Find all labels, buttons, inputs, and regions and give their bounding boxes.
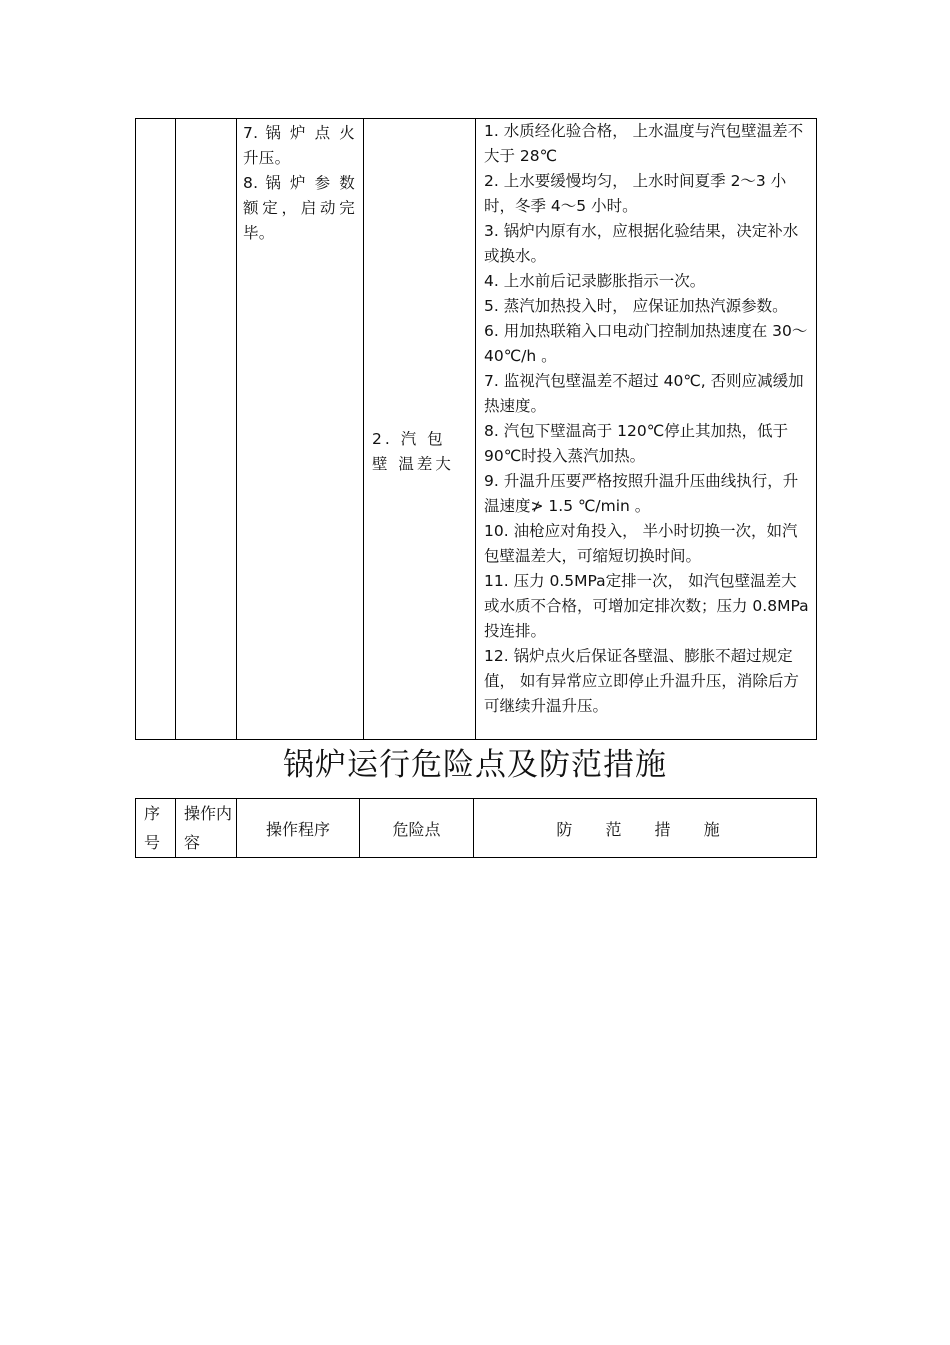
measure-item: 1. 水质经化验合格， 上水温度与汽包壁温差不大于 28℃ bbox=[484, 122, 804, 165]
table-row bbox=[136, 119, 817, 740]
seq-cell bbox=[136, 119, 176, 740]
measure-item: 6. 用加热联箱入口电动门控制加热速度在 30～40℃/h 。 bbox=[484, 322, 808, 365]
measure-item: 11. 压力 0.5MPa定排一次， 如汽包壁温差大或水质不合格，可增加定排次数；压力 0.8MPa投连排。 bbox=[484, 572, 809, 640]
header-measures: 防 范 措 施 bbox=[474, 799, 817, 858]
header-row bbox=[136, 799, 817, 858]
measure-item: 10. 油枪应对角投入， 半小时切换一次，如汽包壁温差大，可缩短切换时间。 bbox=[484, 522, 798, 565]
procedure-step: 8. 锅 炉 参 数 额定，启动完毕。 bbox=[243, 174, 355, 242]
hazard-point: 2. 汽 包 壁 温差大 bbox=[372, 430, 454, 473]
header-seq: 序号 bbox=[136, 799, 176, 858]
section-title: 锅炉运行危险点及防范措施 bbox=[283, 747, 667, 783]
measure-item: 12. 锅炉点火后保证各壁温、膨胀不超过规定值， 如有异常应立即停止升温升压，消除后方可继续升温升压。 bbox=[484, 647, 799, 715]
measure-item: 4. 上水前后记录膨胀指示一次。 bbox=[484, 272, 706, 290]
procedure-cell bbox=[237, 119, 364, 740]
procedure-step: 7. 锅 炉 点 火 升压。 bbox=[243, 124, 355, 167]
measure-item: 8. 汽包下壁温高于 120℃停止其加热，低于 90℃时投入蒸汽加热。 bbox=[484, 422, 789, 465]
header-content: 操作内容 bbox=[176, 799, 237, 858]
header-hazard: 危险点 bbox=[360, 799, 474, 858]
continued-table bbox=[135, 118, 817, 740]
measure-item: 2. 上水要缓慢均匀， 上水时间夏季 2～3 小时，冬季 4～5 小时。 bbox=[484, 172, 787, 215]
new-table-header bbox=[135, 798, 817, 858]
content-cell bbox=[176, 119, 237, 740]
measures-cell bbox=[476, 119, 817, 740]
measure-item: 7. 监视汽包壁温差不超过 40℃, 否则应减缓加热速度。 bbox=[484, 372, 804, 415]
header-procedure: 操作程序 bbox=[237, 799, 360, 858]
measure-item: 9. 升温升压要严格按照升温升压曲线执行，升温速度≯ 1.5 ℃/min 。 bbox=[484, 472, 799, 515]
measure-item: 3. 锅炉内原有水，应根据化验结果，决定补水或换水。 bbox=[484, 222, 799, 265]
measure-item: 5. 蒸汽加热投入时， 应保证加热汽源参数。 bbox=[484, 297, 788, 315]
hazard-cell bbox=[364, 119, 476, 740]
